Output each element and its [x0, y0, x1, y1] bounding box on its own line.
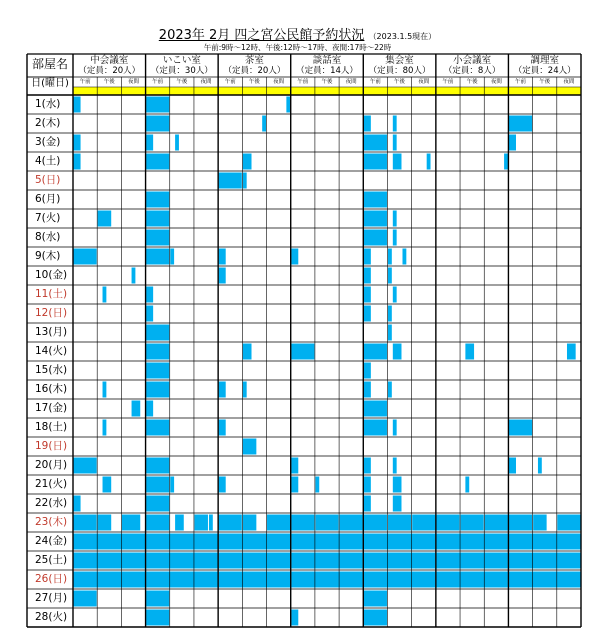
slot-label: 午前	[152, 78, 164, 85]
booked-slot	[364, 382, 371, 398]
booked-slot	[219, 553, 291, 569]
booked-slot	[364, 192, 387, 208]
slot-label: 夜間	[127, 78, 139, 85]
booked-slot	[219, 268, 226, 284]
booked-slot	[509, 135, 516, 151]
booked-slot	[243, 515, 257, 531]
slot-label: 午後	[466, 78, 478, 85]
booked-slot	[219, 420, 226, 436]
slot-label: 午前	[79, 78, 91, 85]
booked-slot	[393, 496, 402, 512]
booked-slot	[388, 515, 411, 531]
day-label: 21(火)	[35, 478, 68, 490]
slot-label: 午後	[176, 78, 188, 85]
booked-slot	[74, 135, 81, 151]
booked-slot	[219, 249, 226, 265]
day-label: 9(木)	[35, 250, 61, 262]
booked-slot	[146, 135, 153, 151]
room-name: いこい室	[162, 55, 201, 66]
booked-slot	[219, 515, 242, 531]
booked-slot	[243, 382, 247, 398]
booked-slot	[364, 268, 371, 284]
booked-slot	[364, 477, 371, 493]
booked-slot	[364, 515, 387, 531]
booked-slot	[364, 230, 387, 246]
hour-strip	[218, 87, 291, 95]
booked-slot	[103, 477, 112, 493]
booked-slot	[146, 496, 169, 512]
hour-strip	[363, 87, 436, 95]
booked-slot	[364, 211, 387, 227]
booked-slot	[291, 553, 363, 569]
day-label: 2(木)	[35, 117, 61, 129]
booked-slot	[243, 344, 252, 360]
booked-slot	[170, 249, 174, 265]
room-capacity: （定員：20人）	[78, 66, 141, 76]
booked-slot	[364, 420, 387, 436]
booked-slot	[567, 344, 576, 360]
day-label: 3(金)	[35, 136, 61, 148]
booked-slot	[388, 249, 392, 265]
day-label: 22(水)	[35, 497, 68, 509]
booked-slot	[509, 534, 581, 550]
slot-label: 午前	[369, 78, 381, 85]
booked-slot	[146, 610, 169, 626]
day-label: 18(土)	[35, 421, 68, 433]
booked-slot	[262, 116, 266, 132]
day-label: 14(火)	[35, 345, 68, 357]
booked-slot	[243, 439, 257, 455]
day-label: 5(日)	[35, 174, 61, 186]
slot-label: 夜間	[490, 78, 502, 85]
booked-slot	[509, 515, 532, 531]
slot-label: 午後	[103, 78, 115, 85]
booked-slot	[146, 97, 169, 113]
booked-slot	[286, 97, 290, 113]
booked-slot	[103, 382, 107, 398]
booked-slot	[146, 515, 169, 531]
day-label: 1(水)	[35, 98, 61, 110]
day-label: 8(水)	[35, 231, 61, 243]
booked-slot	[74, 572, 146, 588]
day-label: 12(日)	[35, 307, 68, 319]
day-label: 4(土)	[35, 155, 61, 167]
booked-slot	[132, 268, 136, 284]
booked-slot	[219, 477, 226, 493]
booked-slot	[74, 553, 146, 569]
title-main: 2023年 2月 四之宮公民館予約状況	[158, 28, 365, 43]
booked-slot	[364, 534, 436, 550]
booked-slot	[74, 249, 97, 265]
day-label: 15(水)	[35, 364, 68, 376]
booked-slot	[461, 515, 484, 531]
booked-slot	[291, 515, 314, 531]
booked-slot	[393, 154, 402, 170]
day-label: 17(金)	[35, 402, 68, 414]
booked-slot	[122, 515, 140, 531]
booked-slot	[364, 496, 371, 512]
room-capacity: （定員：30人）	[150, 66, 213, 76]
day-label: 24(金)	[35, 535, 68, 547]
booked-slot	[209, 515, 213, 531]
booked-slot	[364, 572, 436, 588]
slot-label: 午後	[394, 78, 406, 85]
booked-slot	[146, 154, 169, 170]
booked-slot	[98, 515, 112, 531]
booked-slot	[243, 154, 252, 170]
booked-slot	[465, 344, 474, 360]
booked-slot	[436, 553, 508, 569]
booked-slot	[103, 420, 107, 436]
booked-slot	[364, 401, 387, 417]
booked-slot	[170, 477, 174, 493]
booked-slot	[146, 401, 153, 417]
booked-slot	[291, 458, 298, 474]
booked-slot	[243, 173, 247, 189]
booked-slot	[146, 306, 153, 322]
slot-label: 午後	[321, 78, 333, 85]
booked-slot	[146, 382, 169, 398]
booked-slot	[504, 154, 508, 170]
booked-slot	[74, 591, 97, 607]
booked-slot	[146, 477, 169, 493]
booked-slot	[509, 116, 532, 132]
booked-slot	[364, 344, 387, 360]
booked-slot	[146, 534, 218, 550]
day-label: 7(火)	[35, 212, 61, 224]
as-of-date: （2023.1.5現在）	[368, 32, 437, 41]
booked-slot	[388, 325, 392, 341]
booked-slot	[146, 249, 169, 265]
booked-slot	[393, 287, 397, 303]
room-name: 調理室	[530, 55, 559, 66]
booked-slot	[364, 249, 371, 265]
booked-slot	[146, 325, 169, 341]
booked-slot	[146, 363, 169, 379]
booked-slot	[436, 515, 459, 531]
room-name: 談話室	[312, 55, 342, 66]
booked-slot	[509, 572, 581, 588]
day-label: 11(土)	[35, 288, 68, 300]
booked-slot	[509, 458, 516, 474]
hours-note: 午前:9時～12時、午後:12時～17時、夜間:17時～22時	[203, 43, 392, 52]
booked-slot	[219, 572, 291, 588]
booked-slot	[436, 534, 508, 550]
booked-slot	[315, 477, 319, 493]
booked-slot	[74, 515, 97, 531]
booked-slot	[291, 610, 298, 626]
booked-slot	[427, 154, 431, 170]
booked-slot	[146, 287, 153, 303]
booked-slot	[291, 249, 298, 265]
booked-slot	[393, 211, 397, 227]
booked-slot	[146, 572, 218, 588]
booked-slot	[393, 477, 402, 493]
slot-label: 午後	[248, 78, 260, 85]
day-label: 26(日)	[35, 573, 68, 585]
booked-slot	[485, 515, 508, 531]
booked-slot	[393, 230, 397, 246]
room-name: 小会議室	[453, 55, 492, 66]
room-name: 茶室	[244, 55, 264, 66]
booked-slot	[74, 154, 81, 170]
booked-slot	[388, 306, 392, 322]
day-label: 19(日)	[35, 440, 68, 452]
slot-label: 午前	[442, 78, 454, 85]
booked-slot	[219, 382, 226, 398]
booked-slot	[364, 591, 387, 607]
hour-strip	[146, 87, 219, 95]
booked-slot	[538, 458, 542, 474]
booked-slot	[364, 135, 387, 151]
day-label: 23(木)	[35, 516, 68, 528]
day-label: 10(金)	[35, 269, 68, 281]
booked-slot	[388, 382, 392, 398]
slot-label: 午前	[515, 78, 527, 85]
booked-slot	[291, 534, 363, 550]
booked-slot	[393, 458, 397, 474]
booked-slot	[402, 249, 406, 265]
booked-slot	[146, 230, 169, 246]
booked-slot	[291, 344, 314, 360]
date-label-header: 日(曜日)	[31, 78, 69, 89]
booked-slot	[393, 135, 397, 151]
booked-slot	[175, 515, 184, 531]
booked-slot	[364, 287, 371, 303]
booked-slot	[393, 344, 402, 360]
booked-slot	[146, 192, 169, 208]
slot-label: 夜間	[345, 78, 357, 85]
booked-slot	[146, 553, 218, 569]
booked-slot	[364, 610, 387, 626]
booked-slot	[291, 477, 298, 493]
booked-slot	[509, 420, 532, 436]
booked-slot	[388, 268, 392, 284]
booked-slot	[364, 553, 436, 569]
booked-slot	[533, 515, 547, 531]
booked-slot	[267, 515, 290, 531]
booked-slot	[557, 515, 580, 531]
day-label: 25(土)	[35, 554, 68, 566]
booked-slot	[194, 515, 208, 531]
booked-slot	[132, 401, 141, 417]
booked-slot	[364, 458, 371, 474]
booked-slot	[364, 116, 371, 132]
booked-slot	[364, 363, 371, 379]
hour-strip	[291, 87, 364, 95]
day-label: 6(月)	[35, 193, 61, 205]
day-label: 28(火)	[35, 611, 68, 623]
slot-label: 夜間	[418, 78, 430, 85]
hour-strip	[508, 87, 581, 95]
booked-slot	[74, 496, 81, 512]
room-capacity: （定員：80人）	[368, 66, 431, 76]
room-label-header: 部屋名	[31, 57, 68, 71]
booked-slot	[436, 572, 508, 588]
booked-slot	[364, 154, 387, 170]
booked-slot	[393, 420, 397, 436]
booked-slot	[291, 572, 363, 588]
booked-slot	[74, 458, 97, 474]
day-label: 13(月)	[35, 326, 68, 338]
booked-slot	[74, 534, 146, 550]
hour-strip	[436, 87, 509, 95]
booked-slot	[509, 553, 581, 569]
room-capacity: （定員：8人）	[443, 66, 501, 76]
booked-slot	[219, 534, 291, 550]
slot-label: 夜間	[273, 78, 285, 85]
booked-slot	[146, 591, 169, 607]
booked-slot	[465, 477, 469, 493]
slot-label: 夜間	[200, 78, 212, 85]
booked-slot	[74, 97, 81, 113]
booked-slot	[146, 458, 169, 474]
booked-slot	[146, 211, 169, 227]
room-capacity: （定員：20人）	[223, 66, 286, 76]
slot-label: 午前	[224, 78, 236, 85]
day-label: 20(月)	[35, 459, 68, 471]
room-capacity: （定員：24人）	[513, 66, 576, 76]
slot-label: 午後	[539, 78, 551, 85]
booked-slot	[315, 515, 338, 531]
booked-slot	[98, 211, 112, 227]
room-capacity: （定員：14人）	[296, 66, 358, 76]
booked-slot	[146, 116, 169, 132]
booked-slot	[146, 344, 169, 360]
room-name: 集会室	[385, 55, 414, 66]
room-name: 中会議室	[90, 55, 129, 66]
day-label: 27(月)	[35, 592, 68, 604]
day-label: 16(木)	[35, 383, 68, 395]
slot-label: 夜間	[563, 78, 575, 85]
booked-slot	[175, 135, 179, 151]
booked-slot	[146, 420, 169, 436]
booked-slot	[412, 515, 435, 531]
booked-slot	[340, 515, 363, 531]
booked-slot	[103, 287, 107, 303]
booked-slot	[219, 173, 242, 189]
slot-label: 午前	[297, 78, 309, 85]
booked-slot	[393, 116, 397, 132]
booked-slot	[364, 306, 371, 322]
